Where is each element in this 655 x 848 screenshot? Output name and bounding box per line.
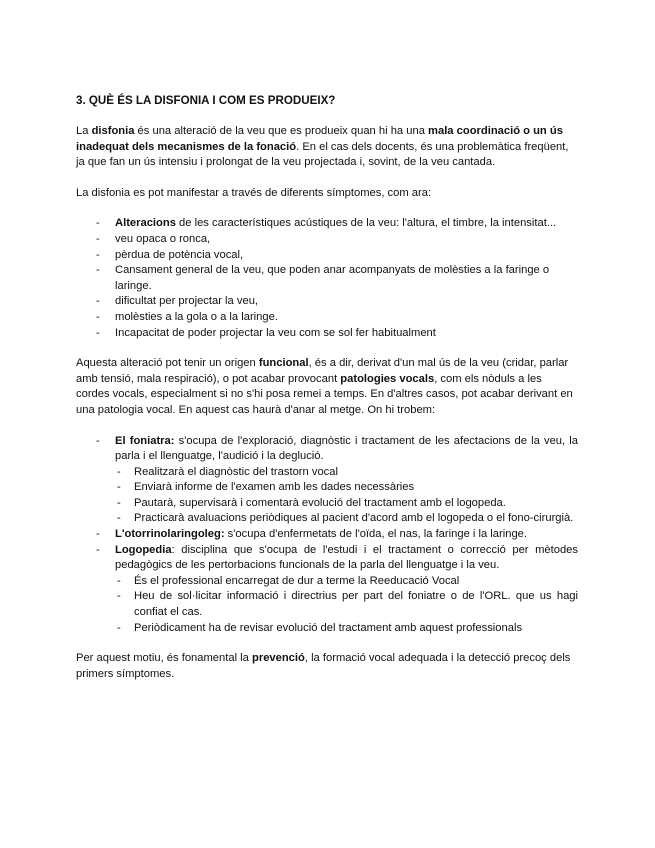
list-item-otorrino [76, 527, 578, 543]
specialists-list [76, 434, 578, 637]
list-item: - molèsties a la gola o a la laringe. [76, 310, 578, 326]
paragraph-symptoms-intro: La disfonia es pot manifestar a través de diferents símptomes, com ara: [76, 186, 432, 199]
text-run: Per aquest motiu, és fonamental la [76, 652, 252, 665]
sub-list-item: - Practicarà avaluacions periòdiques al pacient d'acord amb el logopeda o el fono-cirurgià. [115, 511, 578, 527]
bold-term: Alteracions [115, 217, 176, 230]
bold-term: El foniatra: [115, 434, 175, 447]
bold-term: disfonia [91, 125, 135, 137]
paragraph-conclusion [76, 651, 578, 682]
symptoms-list [76, 216, 578, 341]
text-run: , és a dir, derivat d'un mal ús de la veu (cridar, parlar amb tensió, mala respiració), o pot acabar provocant [76, 357, 569, 385]
list-item: - Cansament general de la veu, que poden anar acompanyats de molèsties a la faringe o laringe. [76, 263, 578, 294]
text-run: s'ocupa de l'exploració, diagnòstic i tractament de les afectacions de la veu, la parla i el llenguatge, l'audició i la deglució. [115, 434, 578, 463]
sub-list-item: - Periòdicament ha de revisar evolució del tractament amb aquest professionals [115, 621, 578, 637]
bold-term: patologies vocals [340, 372, 435, 385]
sub-list-item: - Realitzarà el diagnòstic del trastorn vocal [115, 465, 578, 481]
text-run: , com els nòduls a les cordes vocals, especialment si no s'hi posa remei a temps. En d'altres casos, pot acabar derivant en una patologia vocal. En aquest cas haurà d'anar al metge. On hi trobem: [76, 372, 573, 416]
sub-list-item: - Pautarà, supervisarà i comentarà evolució del tractament amb el logopeda. [115, 496, 578, 512]
bold-term: mala coordinació o un ús inadequat dels mecanismes de la fonació [76, 125, 563, 153]
sub-list-item: - Enviarà informe de l'examen amb les dades necessàries [115, 480, 578, 496]
sub-list [115, 574, 578, 636]
document-page [76, 93, 578, 697]
text-run: és una alteració de la veu que es produeix quan hi ha una [134, 125, 429, 137]
text-run: : disciplina que s'ocupa de l'estudi i el tractament o correcció per mètodes pedagògics de les pertorbacions funcionals de la parla del llenguatge i la veu. [115, 543, 578, 572]
list-item: - veu opaca o ronca, [76, 232, 578, 248]
bold-term: Logopedia [115, 543, 172, 556]
list-item [76, 216, 578, 232]
sub-list-item: - És el professional encarregat de dur a terme la Reeducació Vocal [115, 574, 578, 590]
text-run: Aquesta alteració pot tenir un origen [76, 357, 259, 370]
paragraph-definition [76, 124, 578, 171]
text-run: , la formació vocal adequada i la detecció precoç dels primers símptomes. [76, 652, 571, 680]
specialist-description [115, 434, 578, 465]
list-item: - pèrdua de potència vocal, [76, 248, 578, 264]
list-item: - Incapacitat de poder projectar la veu com se sol fer habitualment [76, 326, 578, 342]
bold-term: funcional [258, 357, 309, 370]
list-item-foniatra [76, 434, 578, 528]
text-run: de les característiques acústiques de la veu: l'altura, el timbre, la intensitat... [175, 217, 557, 230]
text-run: s'ocupa d'enfermetats de l'oïda, el nas, la faringe i la laringe. [224, 528, 527, 541]
text-run: La [76, 125, 92, 137]
section-title: 3. QUÈ ÉS LA DISFONIA I COM ES PRODUEIX? [76, 94, 336, 107]
sub-list [115, 465, 578, 527]
specialist-description [115, 543, 578, 574]
paragraph-origin [76, 356, 578, 418]
text-run: . En el cas dels docents, és una problemàtica freqüent, ja que fan un ús intensiu i prolongat de la veu projectada i, sovint, de la veu cantada. [76, 140, 569, 169]
list-item: - dificultat per projectar la veu, [76, 294, 578, 310]
sub-list-item: - Heu de sol·licitar informació i directrius per part del foniatre o de l'ORL. que us hagi confiat el cas. [115, 589, 578, 620]
bold-term: prevenció [252, 652, 305, 665]
list-item-logopedia [76, 543, 578, 637]
bold-term: L'otorrinolaringoleg: [115, 528, 225, 541]
